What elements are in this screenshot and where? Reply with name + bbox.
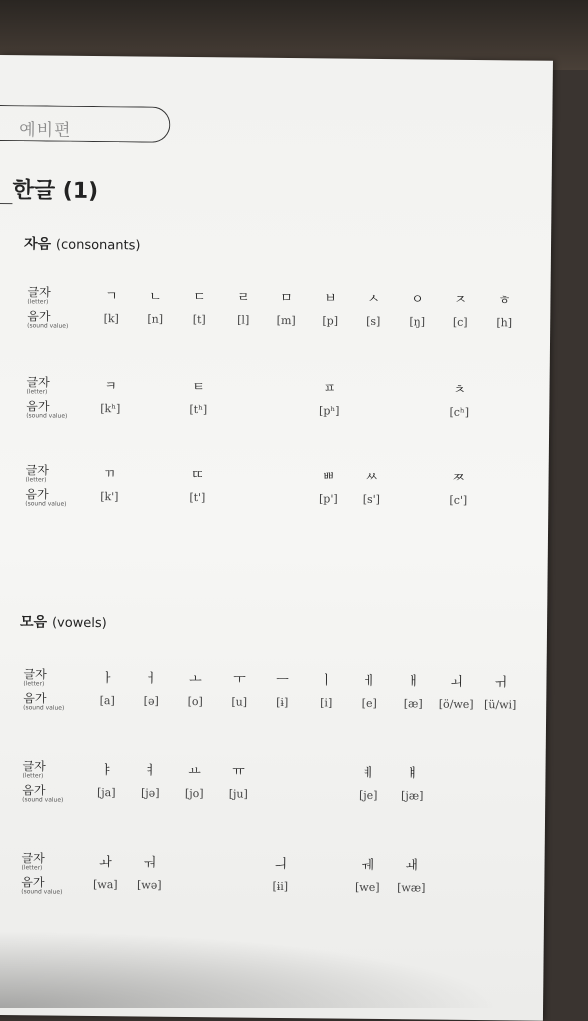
consonants-sound: [c]: [452, 315, 468, 329]
consonants-sound: [h]: [496, 316, 513, 330]
consonants-sound: [s]: [366, 314, 381, 328]
consonants-letter: ㅎ: [498, 293, 511, 309]
consonants-sound: [p]: [322, 314, 339, 328]
consonants-letter: ㄴ: [149, 289, 162, 305]
consonants-letter: ㅊ: [453, 382, 466, 398]
vowels-sound: [jə]: [140, 786, 160, 800]
vowels-letter: ㅛ: [188, 764, 201, 780]
consonants-sound: [t']: [189, 491, 206, 505]
vowels-sound: [jo]: [184, 786, 204, 801]
vowels-letter: ㅞ: [361, 857, 374, 873]
consonants-letter: ㅌ: [192, 380, 205, 396]
letter-row-sublabel: (letter): [22, 772, 44, 780]
consonants-letter: ㄲ: [103, 467, 116, 483]
letter-row-label: 글자: [25, 463, 49, 478]
letter-row-label: 글자: [23, 667, 47, 682]
textbook-page: [0, 55, 553, 1021]
consonants-sound: [n]: [147, 312, 164, 326]
vowels-sound: [je]: [358, 788, 378, 802]
consonants-letter: ㄹ: [237, 290, 250, 306]
sound-row-label: 음가: [23, 691, 47, 706]
consonants-sound: [pʰ]: [319, 404, 340, 418]
consonants-letter: ㅋ: [104, 379, 117, 395]
vowels-letter: ㅕ: [144, 763, 157, 779]
consonants-sound: [cʰ]: [449, 405, 470, 419]
consonants-letter: ㅁ: [280, 290, 293, 307]
title-rule: [0, 203, 12, 204]
vowels-letter: ㅡ: [276, 672, 289, 689]
sound-row-label: 음가: [27, 309, 51, 324]
vowels-title: 모음: [19, 614, 48, 631]
consonants-letter: ㅍ: [323, 381, 336, 397]
vowels-sound: [ü/wi]: [483, 698, 517, 712]
vowels-subtitle: (vowels): [51, 615, 107, 632]
consonants-letter: ㅇ: [411, 292, 424, 308]
vowels-sound: [a]: [99, 694, 115, 708]
letter-row-sublabel: (letter): [26, 388, 48, 396]
vowels-sound: [o]: [187, 695, 203, 709]
consonants-letter: ㄱ: [105, 289, 118, 305]
vowels-sound: [we]: [354, 880, 380, 895]
vowels-heading: [20, 611, 107, 632]
consonants-sound: [m]: [276, 313, 296, 328]
section-tab-label: 예비편: [19, 120, 72, 141]
vowels-letter: ㅟ: [494, 675, 507, 691]
vowels-letter: ㅜ: [233, 672, 246, 688]
sound-row-label: 음가: [21, 875, 45, 890]
vowels-sound: [wæ]: [397, 881, 426, 895]
vowels-letter: ㅑ: [100, 763, 113, 779]
consonants-heading: [24, 233, 141, 254]
consonants-sound: [s']: [362, 492, 381, 507]
vowels-letter: ㅢ: [274, 856, 287, 873]
vowels-sound: [ö/we]: [438, 697, 474, 711]
vowels-sound: [u]: [231, 695, 248, 709]
vowels-letter: ㅣ: [320, 673, 333, 689]
vowels-letter: ㅒ: [406, 766, 419, 782]
vowels-letter: ㅚ: [450, 674, 463, 690]
vowels-letter: ㅝ: [143, 855, 156, 871]
consonants-sound: [t]: [192, 313, 206, 327]
page-title: 한글 (1): [12, 178, 99, 205]
sound-row-label: 음가: [26, 399, 50, 414]
sound-row-label: 음가: [25, 487, 49, 502]
consonants-letter: ㅆ: [365, 469, 378, 485]
vowels-letter: ㅙ: [405, 858, 418, 874]
sound-row-sublabel: (sound value): [21, 888, 63, 896]
sound-row-sublabel: (sound value): [26, 412, 68, 420]
consonants-sound: [p']: [318, 492, 338, 506]
sound-row-sublabel: (sound value): [27, 322, 69, 330]
vowels-sound: [ju]: [228, 787, 248, 801]
vowels-letter: ㅐ: [407, 674, 420, 690]
consonants-letter: ㄸ: [191, 468, 204, 484]
sound-row-sublabel: (sound value): [22, 796, 64, 804]
vowels-sound: [jæ]: [401, 789, 424, 803]
vowels-sound: [ə]: [143, 694, 159, 708]
vowels-letter: ㅠ: [232, 764, 245, 780]
vowels-sound: [wa]: [92, 878, 118, 892]
consonants-letter: ㅂ: [324, 291, 337, 307]
letter-row-sublabel: (letter): [27, 298, 49, 306]
vowels-letter: ㅘ: [99, 855, 112, 871]
letter-row-label: 글자: [22, 759, 46, 774]
vowels-letter: ㅗ: [189, 672, 202, 688]
consonants-sound: [k']: [100, 490, 119, 504]
vowels-sound: [wə]: [136, 878, 162, 892]
vowels-letter: ㅓ: [145, 671, 158, 687]
consonants-title: 자음: [23, 236, 52, 253]
consonants-letter: ㅉ: [452, 470, 465, 486]
consonants-sound: [k]: [103, 312, 119, 326]
vowels-sound: [e]: [361, 696, 377, 710]
letter-row-sublabel: (letter): [23, 680, 45, 688]
consonants-subtitle: (consonants): [55, 237, 141, 254]
consonants-sound: [tʰ]: [189, 403, 208, 417]
consonants-letter: ㅃ: [322, 469, 335, 485]
letter-row-label: 글자: [26, 375, 50, 390]
vowels-sound: [ɨi]: [272, 879, 289, 894]
consonants-letter: ㅅ: [367, 291, 380, 307]
letter-row-sublabel: (letter): [21, 864, 43, 872]
sound-row-label: 음가: [22, 783, 46, 798]
vowels-sound: [ɨ]: [276, 695, 289, 710]
letter-row-label: 글자: [21, 851, 45, 866]
vowels-letter: ㅔ: [363, 673, 376, 689]
consonants-sound: [ŋ]: [409, 315, 426, 329]
vowels-letter: ㅏ: [101, 671, 114, 687]
letter-row-sublabel: (letter): [25, 476, 47, 484]
photo-shadow: [0, 918, 588, 1008]
vowels-sound: [i]: [320, 696, 333, 710]
consonants-letter: ㅈ: [454, 292, 467, 308]
sound-row-sublabel: (sound value): [25, 500, 67, 508]
consonants-sound: [kʰ]: [100, 402, 121, 416]
consonants-letter: ㄷ: [193, 290, 206, 306]
vowels-letter: ㅖ: [362, 765, 375, 781]
consonants-sound: [c']: [449, 493, 468, 507]
consonants-sound: [l]: [237, 313, 250, 327]
vowels-sound: [ja]: [96, 786, 116, 800]
vowels-sound: [æ]: [403, 697, 423, 711]
letter-row-label: 글자: [27, 285, 51, 300]
sound-row-sublabel: (sound value): [23, 704, 65, 712]
